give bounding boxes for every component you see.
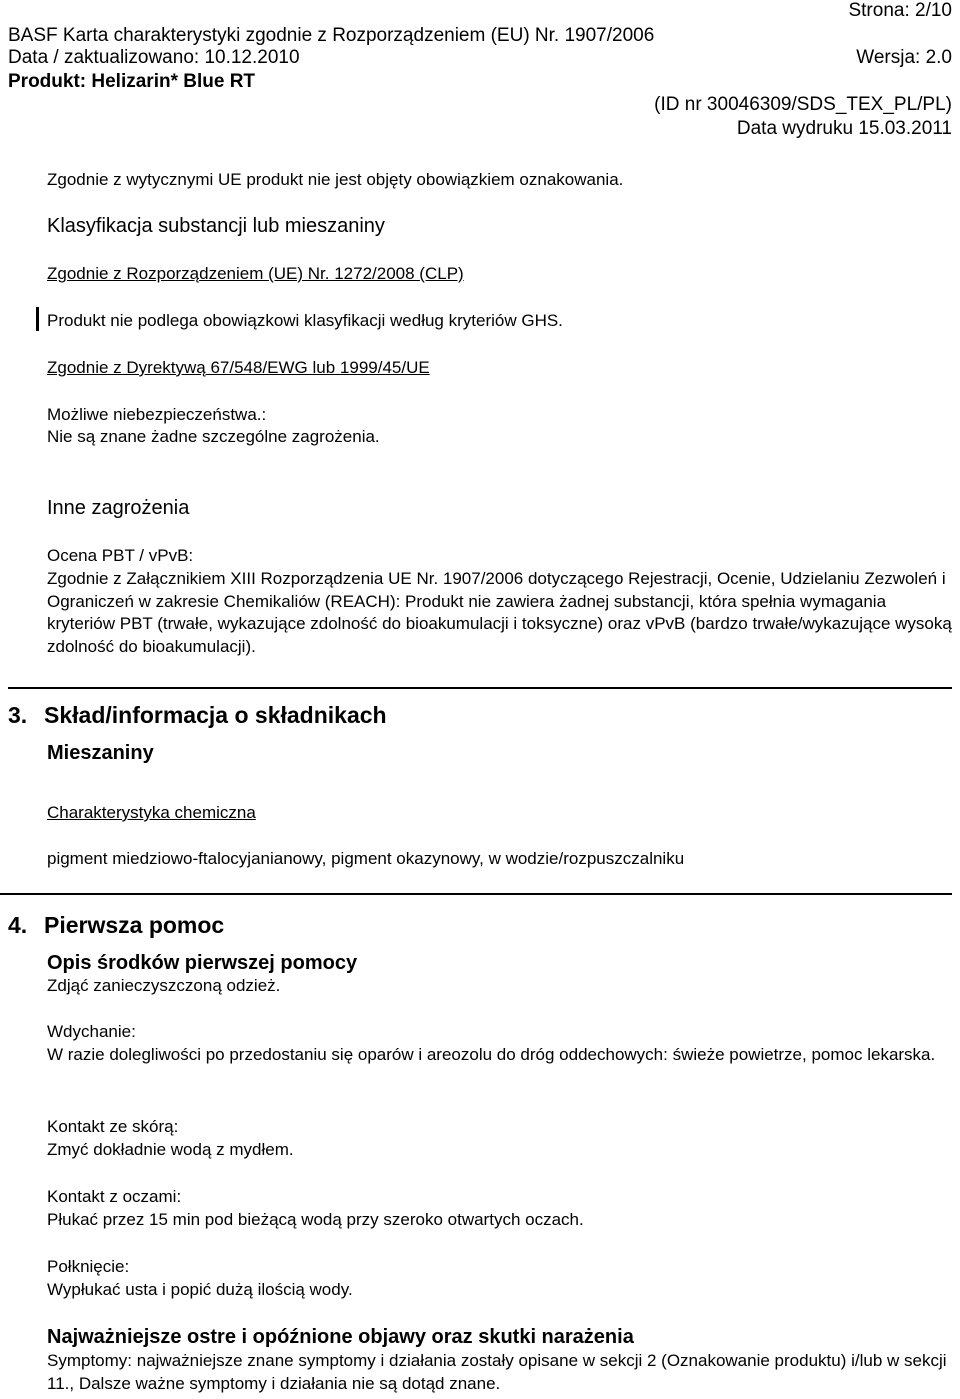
document-title: BASF Karta charakterystyki zgodnie z Rozporządzeniem (EU) Nr. 1907/2006 <box>8 25 655 46</box>
skin-contact-text: Zmyć dokładnie wodą z mydłem. <box>47 1140 294 1159</box>
section-3-title: Skład/informacja o składnikach <box>44 702 387 728</box>
eye-contact-label: Kontakt z oczami: <box>47 1187 182 1206</box>
pbt-label: Ocena PBT / vPvB: <box>47 546 194 565</box>
eye-contact-text: Płukać przez 15 min pod bieżącą wodą przy szeroko otwartych oczach. <box>47 1210 584 1229</box>
clp-regulation-heading: Zgodnie z Rozporządzeniem (UE) Nr. 1272/2008 (CLP) <box>47 264 464 283</box>
directive-heading: Zgodnie z Dyrektywą 67/548/EWG lub 1999/45/UE <box>47 358 430 377</box>
skin-contact-label: Kontakt ze skórą: <box>47 1117 179 1136</box>
ingestion-label: Połknięcie: <box>47 1257 130 1276</box>
page-number: Strona: 2/10 <box>848 0 952 21</box>
product-name: Produkt: Helizarin* Blue RT <box>8 71 256 92</box>
labeling-note: Zgodnie z wytycznymi UE produkt nie jest objęty obowiązkiem oznakowania. <box>47 170 624 189</box>
classification-heading: Klasyfikacja substancji lub mieszaniny <box>47 215 385 237</box>
hazards-text: Nie są znane żadne szczególne zagrożenia. <box>47 427 380 446</box>
pbt-text: Zgodnie z Załącznikiem XIII Rozporządzenia UE Nr. 1907/2006 dotyczącego Rejestracji, Ocenie, Udzielaniu Zezwoleń i Ograniczeń w zakresie Chemikaliów (REACH): Produkt nie zawiera żadnej substancji, która spełnia wymagania kryteriów PBT (trwałe, wykazujące zdolność do bioakumulacji i toksyczne) oraz vPvB (bardzo trwałe/wykazujące wysoką zdolność do bioakumulacji). <box>47 569 952 656</box>
symptoms-heading: Najważniejsze ostre i opóźnione objawy oraz skutki narażenia <box>47 1326 634 1348</box>
section-4-number: 4. <box>8 912 28 938</box>
other-hazards-heading: Inne zagrożenia <box>47 497 190 519</box>
hazards-label: Możliwe niebezpieczeństwa.: <box>47 405 267 424</box>
section-3-number: 3. <box>8 702 28 728</box>
chemical-characterization-text: pigment miedziowo-ftalocyjanianowy, pigment okazynowy, w wodzie/rozpuszczalniku <box>47 849 685 868</box>
first-aid-general: Zdjąć zanieczyszczoną odzież. <box>47 976 281 995</box>
clp-classification-text: Produkt nie podlega obowiązkowi klasyfikacji według kryteriów GHS. <box>47 311 563 330</box>
version: Wersja: 2.0 <box>856 47 952 68</box>
print-date: Data wydruku 15.03.2011 <box>736 118 952 139</box>
revision-date: Data / zaktualizowano: 10.12.2010 <box>8 47 300 68</box>
section-4-title: Pierwsza pomoc <box>44 912 225 938</box>
document-id: (ID nr 30046309/SDS_TEX_PL/PL) <box>654 94 952 115</box>
first-aid-heading: Opis środków pierwszej pomocy <box>47 952 358 974</box>
section-divider <box>0 893 952 895</box>
ingestion-text: Wypłukać usta i popić dużą ilością wody. <box>47 1280 353 1299</box>
section-divider <box>8 687 952 689</box>
inhalation-label: Wdychanie: <box>47 1022 136 1041</box>
inhalation-text: W razie dolegliwości po przedostaniu się oparów i areozolu do dróg oddechowych: świeże powietrze, pomoc lekarska. <box>47 1045 936 1064</box>
symptoms-text: Symptomy: najważniejsze znane symptomy i działania zostały opisane w sekcji 2 (Oznakowanie produktu) i/lub w sekcji 11., Dalsze ważne symptomy i działania nie są dotąd znane. <box>47 1351 947 1393</box>
chemical-characterization-heading: Charakterystyka chemiczna <box>47 803 256 822</box>
revision-bar <box>36 307 39 331</box>
mixtures-heading: Mieszaniny <box>47 742 154 764</box>
